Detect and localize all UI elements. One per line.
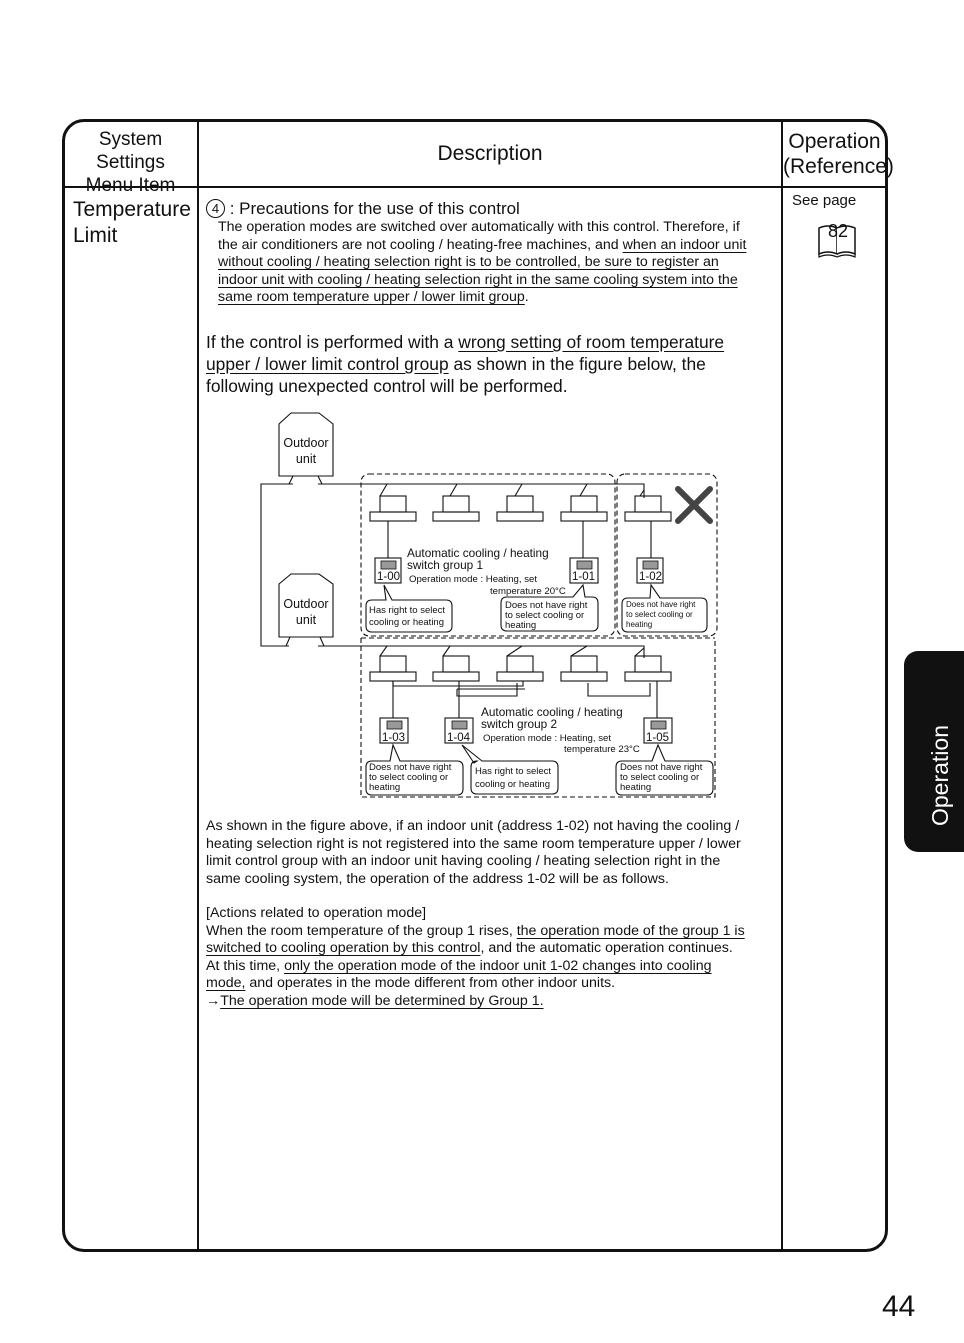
- remote-label-103: 1-03: [382, 732, 406, 744]
- remote-label-105: 1-05: [646, 732, 670, 744]
- warning-line: upper / lower limit control group as shown in the figure below, the: [206, 354, 706, 374]
- bubble-104-line1: Has right to select: [475, 766, 552, 777]
- remote-label-101: 1-01: [572, 571, 596, 583]
- group1-mode-line1: Operation mode : Heating, set: [409, 574, 537, 585]
- excluded-mark-icon: [678, 489, 710, 521]
- bubble-105-line1: Does not have right: [620, 762, 703, 773]
- remote-label-104: 1-04: [447, 732, 471, 744]
- bubble-101-line2: to select cooling or: [505, 610, 585, 621]
- indoor-units-row1: [370, 496, 671, 521]
- see-page-label: See page: [792, 192, 857, 209]
- page-reference-number: 82: [827, 221, 849, 241]
- group1-label-line2: switch group 1: [407, 558, 484, 572]
- actions-paragraph: [206, 905, 745, 1011]
- actions-line: mode, and operates in the mode different from other indoor units.: [206, 975, 616, 992]
- bubble-100-line1: Has right to select: [369, 605, 446, 616]
- group2-label-line1: Automatic cooling / heating: [481, 705, 623, 719]
- explanation-line: limit control group with an indoor unit having cooling / heating selection right in the: [206, 853, 721, 870]
- explanation-line: As shown in the figure above, if an indoor unit (address 1-02) not having the cooling /: [206, 818, 740, 834]
- group2-label-line2: switch group 2: [481, 717, 558, 731]
- bubble-102-line2: to select cooling or: [626, 610, 693, 619]
- remote-label-102: 1-02: [639, 571, 663, 583]
- menu-item-line1: Temperature: [73, 198, 191, 221]
- outdoor1-line1: Outdoor: [283, 436, 329, 450]
- group1-mode-line2: temperature 20°C: [490, 586, 566, 597]
- section-tab-label: Operation: [927, 724, 953, 826]
- precautions-line: indoor unit with cooling / heating selection right in the same cooling system into the: [218, 271, 738, 288]
- bubble-103-line1: Does not have right: [369, 762, 452, 773]
- precautions-line: without cooling / heating selection right is to be controlled, be sure to register an: [218, 254, 719, 271]
- explanation-line: same cooling system, the operation of the address 1-02 will be as follows.: [206, 870, 669, 887]
- header-description: Description: [437, 142, 543, 165]
- bubble-100-line2: cooling or heating: [369, 617, 444, 628]
- remote-label-100: 1-00: [377, 571, 401, 583]
- group1-label-line1: Automatic cooling / heating: [407, 546, 549, 560]
- warning-line: following unexpected control will be performed.: [206, 376, 568, 396]
- menu-item-line2: Limit: [73, 224, 118, 247]
- explanation-paragraph: [206, 818, 741, 888]
- actions-heading: [Actions related to operation mode]: [206, 905, 427, 921]
- outdoor2-line1: Outdoor: [283, 597, 329, 611]
- bubble-104-line2: cooling or heating: [475, 779, 550, 790]
- outdoor1-line2: unit: [295, 452, 317, 466]
- warning-line: If the control is performed with a wrong setting of room temperature: [206, 332, 725, 352]
- precautions-line: The operation modes are switched over automatically with this control. Therefore, if: [218, 219, 740, 235]
- circled-number: 4: [206, 199, 225, 218]
- header-operation-line1: Operation: [788, 130, 881, 153]
- bubble-103-line3: heating: [369, 782, 401, 793]
- header-menu-item-line2: Menu Item: [85, 174, 176, 196]
- group2-mode-line2: temperature 23°C: [564, 744, 640, 755]
- header-operation-line2: (Reference): [783, 155, 894, 179]
- bubble-102-line3: heating: [626, 620, 653, 629]
- actions-line: switched to cooling operation by this control, and the automatic operation continues.: [206, 940, 733, 957]
- group2-mode-line1: Operation mode : Heating, set: [483, 733, 611, 744]
- page-number: 44: [882, 1290, 916, 1323]
- bubble-101-line1: Does not have right: [505, 600, 588, 611]
- precautions-line: same room temperature upper / lower limit group.: [218, 289, 529, 306]
- actions-line: When the room temperature of the group 1 rises, the operation mode of the group 1 is: [206, 922, 745, 939]
- header-menu-item-line1: System Settings: [96, 129, 165, 173]
- actions-line: →The operation mode will be determined by Group 1.: [206, 992, 544, 1009]
- actions-line: At this time, only the operation mode of the indoor unit 1-02 changes into cooling: [206, 957, 712, 974]
- bubble-101-line3: heating: [505, 620, 537, 631]
- precautions-title: : Precautions for the use of this control: [229, 199, 520, 218]
- outdoor2-line2: unit: [295, 613, 317, 627]
- bubble-103-line2: to select cooling or: [369, 772, 449, 783]
- bubble-105-line3: heating: [620, 782, 652, 793]
- precautions-line: the air conditioners are not cooling / heating-free machines, and when an indoor unit: [218, 236, 747, 253]
- bubble-105-line2: to select cooling or: [620, 772, 700, 783]
- bubble-102-line1: Does not have right: [626, 600, 696, 609]
- explanation-line: heating selection right is not registered into the same room temperature upper / lower: [206, 835, 741, 852]
- indoor-units-row2: [370, 656, 671, 681]
